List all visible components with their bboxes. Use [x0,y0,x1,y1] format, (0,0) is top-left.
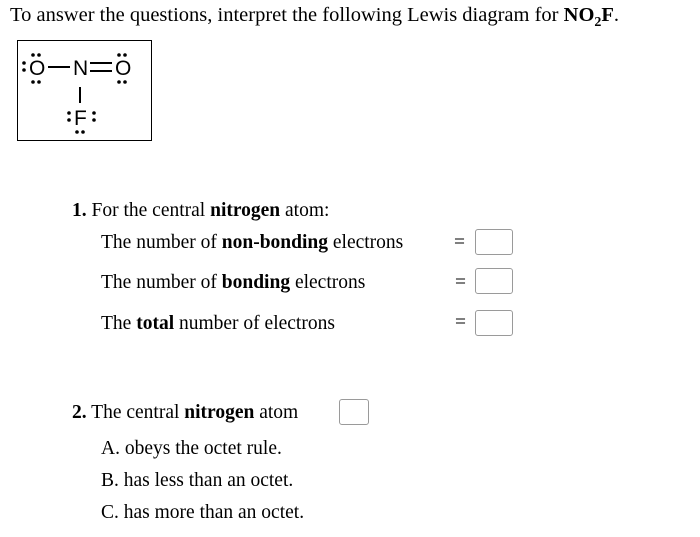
bonding-electrons-input[interactable] [475,268,513,294]
q1-row-nonbonding-label: The number of non-bonding electrons [101,232,404,253]
lone-pair-dot [81,130,85,134]
lone-pair-dot [92,111,96,115]
option-c: C. has more than an octet. [101,502,305,523]
lone-pair-dot [31,53,35,57]
lone-pair-dot [75,130,79,134]
question-1-heading: 1. For the central nitrogen atom: [72,200,330,221]
lone-pair-dot [31,80,35,84]
lone-pair-dot [123,80,127,84]
option-b: B. has less than an octet. [101,470,294,491]
intro-text: To answer the questions, interpret the following Lewis diagram for $NO_2F$. [10,4,620,31]
q1-row-total-label: The total number of electrons [101,313,335,334]
q1-row-bonding-label: The number of bonding electrons [101,272,366,293]
atom-oxygen-right: O [115,57,132,80]
lone-pair-dot [67,118,71,122]
equals-sign: = [454,232,465,253]
equals-sign: = [455,272,466,293]
atom-fluorine: F [74,107,87,130]
lewis-diagram [17,40,152,141]
octet-answer-input[interactable] [339,399,369,425]
lewis-structure-svg [18,41,153,142]
question-2-heading: 2. The central nitrogen atom [72,402,299,423]
lone-pair-dot [67,111,71,115]
lone-pair-dot [22,61,26,65]
lone-pair-dot [22,68,26,72]
formula: $NO_2F$ [563,4,614,31]
nonbonding-electrons-input[interactable] [475,229,513,255]
lone-pair-dot [117,80,121,84]
option-a: A. obeys the octet rule. [101,438,282,459]
lone-pair-dot [123,53,127,57]
atom-nitrogen: N [73,57,89,80]
atom-oxygen-left: O [29,57,46,80]
lone-pair-dot [37,53,41,57]
lone-pair-dot [117,53,121,57]
equals-sign: = [455,312,466,333]
total-electrons-input[interactable] [475,310,513,336]
lone-pair-dot [92,118,96,122]
lone-pair-dot [37,80,41,84]
